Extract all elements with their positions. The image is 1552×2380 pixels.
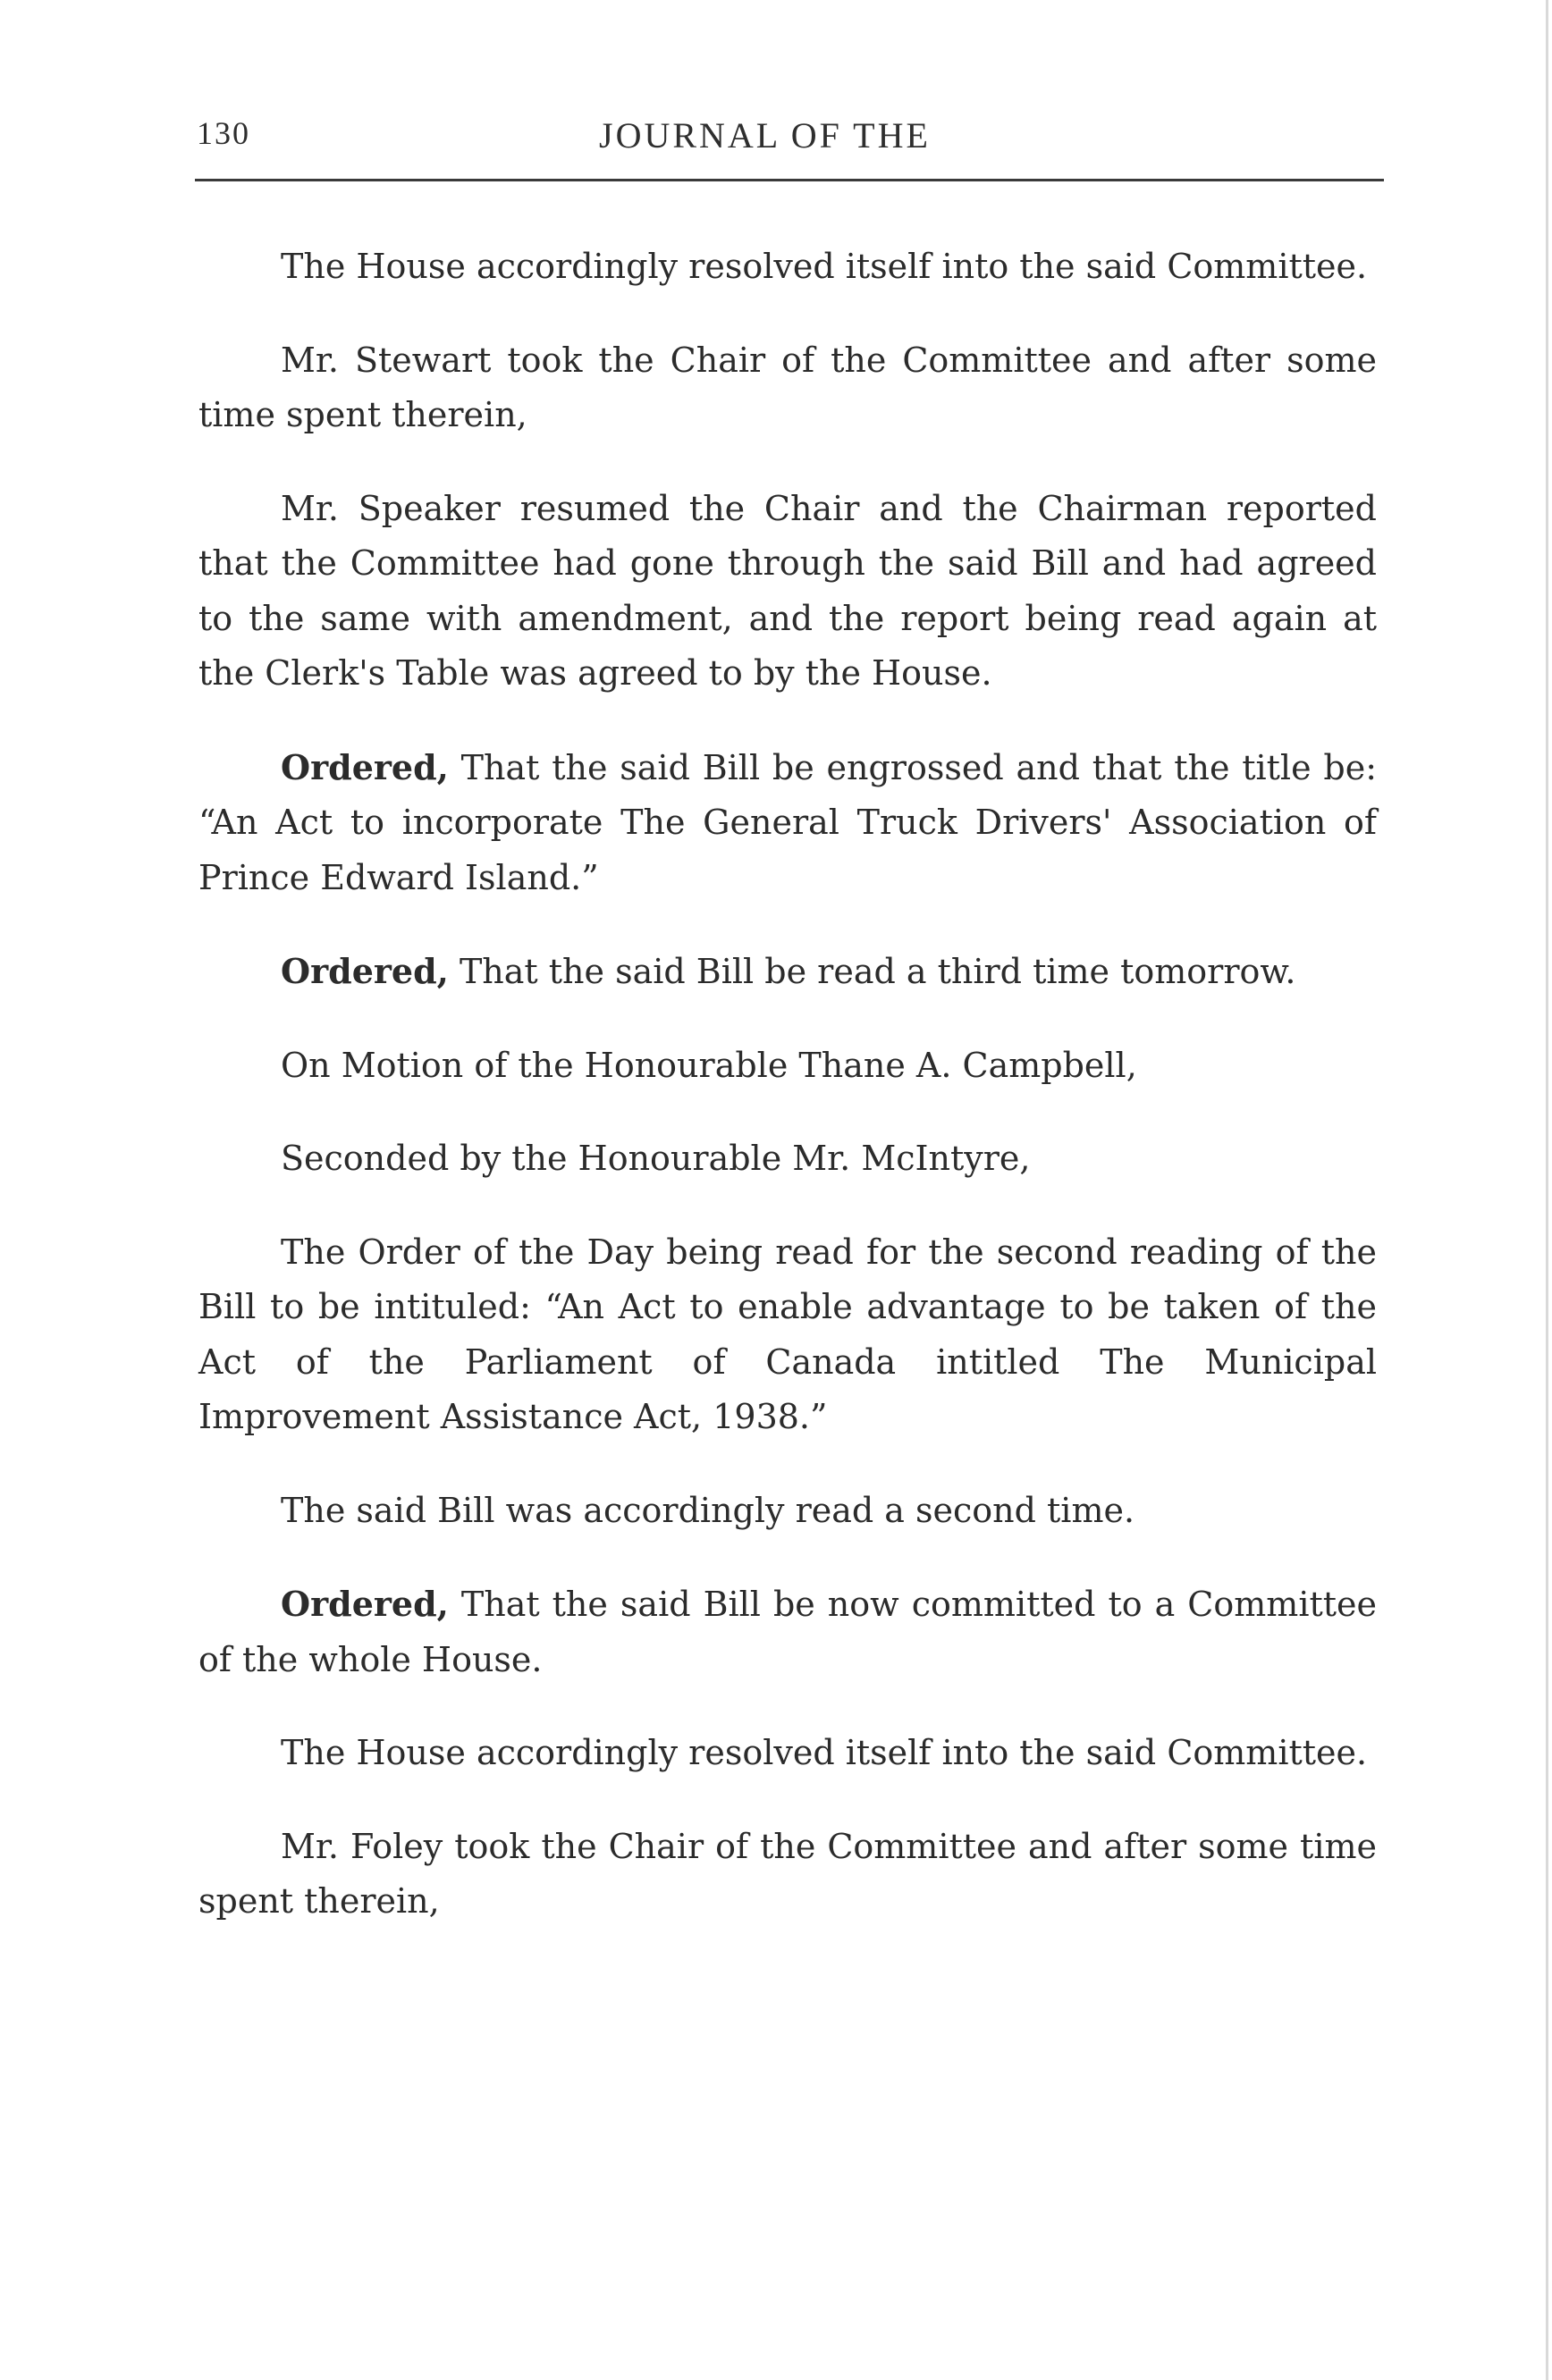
running-head <box>197 114 1384 168</box>
ordered-label: Ordered, <box>281 951 449 991</box>
paragraph-text: The House accordingly resolved itself into the said Committee. <box>281 247 1368 286</box>
page-edge-line <box>1546 0 1548 2380</box>
paragraph-text: That the said Bill be engrossed and that the title be: “An Act to incorporate The General Truck Drivers' Association of Prince Edward Island.” <box>198 747 1377 897</box>
paragraph-ordered-committed <box>198 1577 1377 1687</box>
paragraph-text: On Motion of the Honourable Thane A. Campbell, <box>281 1045 1137 1085</box>
paragraph-motion-campbell <box>198 1039 1377 1094</box>
paragraph-committee-resolved-1 <box>198 240 1377 295</box>
paragraph-text: The House accordingly resolved itself into the said Committee. <box>281 1733 1368 1772</box>
header-rule <box>195 179 1384 181</box>
body-text <box>198 240 1377 1968</box>
journal-title: JOURNAL OF THE <box>599 115 931 156</box>
paragraph-text: Mr. Stewart took the Chair of the Committee and after some time spent therein, <box>198 340 1377 434</box>
paragraph-committee-resolved-2 <box>198 1726 1377 1781</box>
paragraph-ordered-third-reading <box>198 944 1377 1000</box>
ordered-label: Ordered, <box>281 746 449 787</box>
paragraph-text: The said Bill was accordingly read a second time. <box>281 1490 1135 1530</box>
paragraph-speaker-resumed <box>198 482 1377 702</box>
paragraph-text: Mr. Foley took the Chair of the Committee and after some time spent therein, <box>198 1826 1377 1921</box>
paragraph-text: Mr. Speaker resumed the Chair and the Chairman reported that the Committee had gone through the said Bill and had agreed to the same with amendment, and the report being read again at the Clerk's Table was agreed to by the House. <box>198 488 1377 693</box>
paragraph-foley-chair <box>198 1820 1377 1930</box>
paragraph-stewart-chair <box>198 333 1377 443</box>
paragraph-text: That the said Bill be now committed to a Committee of the whole House. <box>198 1585 1377 1679</box>
paragraph-text: Seconded by the Honourable Mr. McIntyre, <box>281 1139 1031 1178</box>
paragraph-second-reading <box>198 1484 1377 1539</box>
paragraph-text: The Order of the Day being read for the second reading of the Bill to be intituled: “An Act to enable advantage to be taken of the Act of the Parliament of Canada intitled The Municipal Improvement Assistance Act, 1938.” <box>198 1232 1377 1436</box>
paragraph-ordered-engrossed <box>198 740 1377 906</box>
paragraph-text: That the said Bill be read a third time tomorrow. <box>448 952 1296 991</box>
paragraph-order-of-day <box>198 1225 1377 1445</box>
paragraph-seconded-mcintyre <box>198 1131 1377 1187</box>
ordered-label: Ordered, <box>281 1584 449 1624</box>
page-number: 130 <box>197 115 250 151</box>
